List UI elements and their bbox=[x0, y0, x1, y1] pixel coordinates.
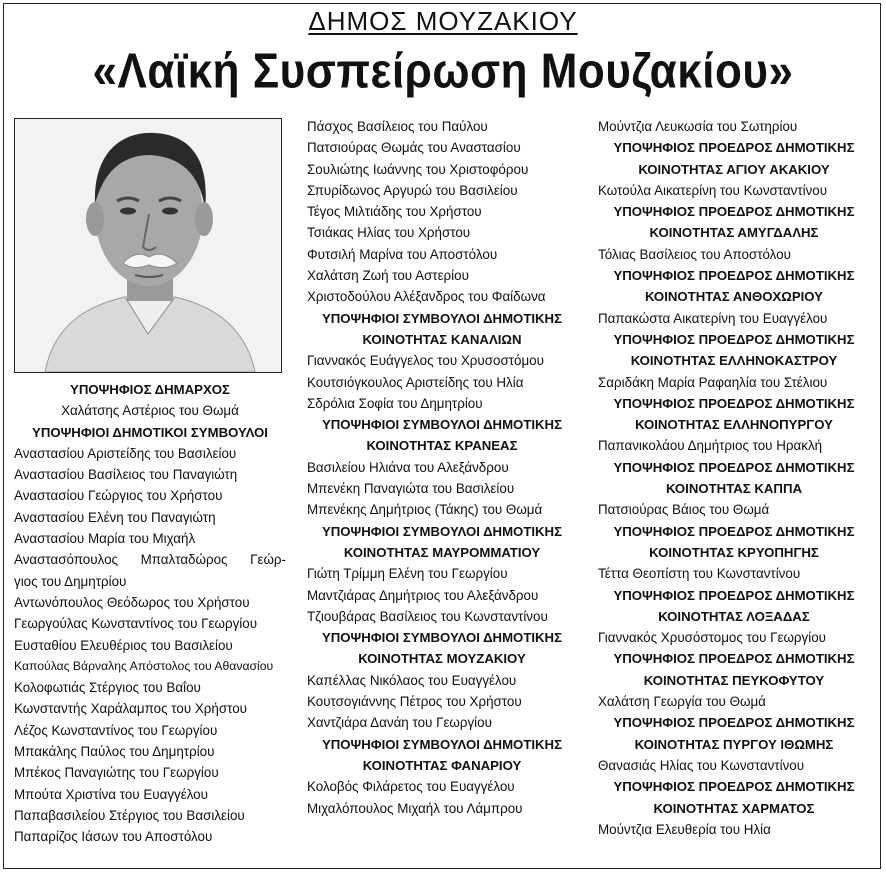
candidate-name: Σαριδάκη Μαρία Ραφαηλία του Στέλιου bbox=[598, 374, 828, 390]
section-heading: ΥΠΟΨΗΦΙΟΣ ΠΡΟΕΔΡΟΣ ΔΗΜΟΤΙΚΗΣ bbox=[613, 587, 855, 603]
candidate-name-cont: γιος του Δημητρίου bbox=[14, 573, 127, 589]
candidate-name: Μπέκος Παναγιώτης του Γεωργίου bbox=[14, 765, 219, 781]
candidate-name: Γιώτη Τρίμμη Ελένη του Γεωργίου bbox=[307, 566, 508, 582]
candidate-name: Κωνσταντής Χαράλαμπος του Χρήστου bbox=[14, 701, 248, 717]
section-heading: ΥΠΟΨΗΦΙΟΙ ΣΥΜΒΟΥΛΟΙ ΔΗΜΟΤΙΚΗΣ bbox=[321, 523, 562, 539]
section-heading: ΚΟΙΝΟΤΗΤΑΣ ΜΟΥΖΑΚΙΟΥ bbox=[358, 651, 526, 667]
candidate-name: Παπαρίζος Ιάσων του Αποστόλου bbox=[14, 829, 213, 845]
candidate-name: Καπέλλας Νικόλαος του Ευαγγέλου bbox=[307, 672, 517, 688]
candidate-name-split bbox=[14, 549, 286, 570]
candidate-name: Μπενέκη Παναγιώτα του Βασιλείου bbox=[307, 481, 515, 497]
candidate-name: Ευσταθίου Ελευθέριος του Βασιλείου bbox=[14, 637, 233, 653]
section-heading: ΥΠΟΨΗΦΙΟΣ ΠΡΟΕΔΡΟΣ ΔΗΜΟΤΙΚΗΣ bbox=[613, 779, 855, 795]
candidate-name: Χαλάτση Ζωή του Αστερίου bbox=[307, 268, 469, 284]
candidate-name: Λέζος Κωνσταντίνος του Γεωργίου bbox=[14, 722, 218, 738]
candidate-name: Κολοφωτιάς Στέργιος του Βαΐου bbox=[14, 680, 201, 696]
candidate-name: Πατσιούρας Θωμάς του Αναστασίου bbox=[307, 140, 521, 156]
candidate-name: Παπανικολάου Δημήτριος του Ηρακλή bbox=[598, 438, 823, 454]
candidate-name: Μπενέκης Δημήτριος (Τάκης) του Θωμά bbox=[307, 502, 543, 518]
candidate-name: Μαντζιάρας Δημήτριος του Αλεξάνδρου bbox=[307, 587, 539, 603]
section-heading: ΥΠΟΨΗΦΙΟΣ ΠΡΟΕΔΡΟΣ ΔΗΜΟΤΙΚΗΣ bbox=[613, 204, 855, 220]
section-heading: ΚΟΙΝΟΤΗΤΑΣ ΠΕΥΚΟΦΥΤΟΥ bbox=[643, 672, 825, 688]
candidate-name: Αντωνόπουλος Θεόδωρος του Χρήστου bbox=[14, 594, 250, 610]
section-heading: ΚΟΙΝΟΤΗΤΑΣ ΛΟΞΑΔΑΣ bbox=[658, 608, 810, 624]
candidate-name: Πάσχος Βασίλειος του Παύλου bbox=[307, 119, 488, 134]
mayor-name: Χαλάτσης Αστέριος του Θωμά bbox=[61, 403, 239, 419]
section-heading: ΚΟΙΝΟΤΗΤΑΣ ΦΑΝΑΡΙΟΥ bbox=[362, 757, 522, 773]
section-heading: ΚΟΙΝΟΤΗΤΑΣ ΑΜΥΓΔΑΛΗΣ bbox=[649, 225, 819, 241]
candidate-name: Αναστασίου Μαρία του Μιχαήλ bbox=[14, 531, 196, 547]
section-heading: ΚΟΙΝΟΤΗΤΑΣ ΚΑΠΠΑ bbox=[666, 481, 802, 497]
candidate-name: Βασιλείου Ηλιάνα του Αλεξάνδρου bbox=[307, 459, 509, 475]
candidate-name: Χαλάτση Γεωργία του Θωμά bbox=[598, 694, 766, 710]
section-heading: ΚΟΙΝΟΤΗΤΑΣ ΠΥΡΓΟΥ ΙΘΩΜΗΣ bbox=[634, 736, 834, 752]
section-heading: ΥΠΟΨΗΦΙΟΣ ΠΡΟΕΔΡΟΣ ΔΗΜΟΤΙΚΗΣ bbox=[613, 331, 855, 347]
candidate-name: Χαντζιάρα Δανάη του Γεωργίου bbox=[307, 715, 492, 731]
section-heading: ΥΠΟΨΗΦΙΟΣ ΠΡΟΕΔΡΟΣ ΔΗΜΟΤΙΚΗΣ bbox=[613, 140, 855, 156]
candidate-name: Αναστασίου Γεώργιος του Χρήστου bbox=[14, 488, 223, 504]
councillors-heading: ΥΠΟΨΗΦΙΟΙ ΔΗΜΟΤΙΚΟΙ ΣΥΜΒΟΥΛΟΙ bbox=[32, 424, 268, 440]
candidate-name: Αναστασίου Βασίλειος του Παναγιώτη bbox=[14, 467, 238, 483]
candidate-name: Μιχαλόπουλος Μιχαήλ του Λάμπρου bbox=[307, 800, 523, 816]
candidate-name: Τέττα Θεοπίστη του Κωνσταντίνου bbox=[598, 566, 801, 582]
candidate-name: Γιαννακός Ευάγγελος του Χρυσοστόμου bbox=[307, 353, 544, 369]
candidate-name: Σδρόλια Σοφία του Δημητρίου bbox=[307, 395, 483, 411]
candidate-name: Κολοβός Φιλάρετος του Ευαγγέλου bbox=[307, 779, 515, 795]
candidate-name: Γεωργούλας Κωνσταντίνος του Γεωργίου bbox=[14, 616, 258, 632]
section-heading: ΚΟΙΝΟΤΗΤΑΣ ΧΑΡΜΑΤΟΣ bbox=[653, 800, 815, 816]
split-part: Αναστασόπουλος bbox=[14, 552, 118, 568]
candidate-name: Αναστασίου Ελένη του Παναγιώτη bbox=[14, 509, 216, 525]
candidate-name: Σπυρίδωνος Αργυρώ του Βασιλείου bbox=[307, 182, 518, 198]
split-part: Γεώρ- bbox=[250, 552, 286, 568]
candidate-name: Κουτσιόγκουλος Αριστείδης του Ηλία bbox=[307, 374, 524, 390]
candidate-name: Φυτσιλή Μαρίνα του Αποστόλου bbox=[307, 246, 498, 262]
section-heading: ΚΟΙΝΟΤΗΤΑΣ ΕΛΛΗΝΟΚΑΣΤΡΟΥ bbox=[630, 353, 838, 369]
party-title: «Λαϊκή Συσπείρωση Μουζακίου» bbox=[92, 44, 794, 99]
candidate-name: Σουλιώτης Ιωάννης του Χριστοφόρου bbox=[307, 161, 529, 177]
candidate-name: Μπούτα Χριστίνα του Ευαγγέλου bbox=[14, 786, 208, 802]
candidate-name: Καπούλας Βάρναλης Απόστολος του Αθανασίου bbox=[14, 658, 274, 673]
candidate-name: Τζιουβάρας Βασίλειος του Κωνσταντίνου bbox=[307, 608, 548, 624]
section-heading: ΚΟΙΝΟΤΗΤΑΣ ΕΛΛΗΝΟΠΥΡΓΟΥ bbox=[635, 417, 833, 433]
section-heading: ΥΠΟΨΗΦΙΟΣ ΠΡΟΕΔΡΟΣ ΔΗΜΟΤΙΚΗΣ bbox=[613, 651, 855, 667]
candidate-name: Χριστοδούλου Αλέξανδρος του Φαίδωνα bbox=[307, 289, 546, 305]
municipality-title: ΔΗΜΟΣ ΜΟΥΖΑΚΙΟΥ bbox=[308, 6, 578, 36]
section-heading: ΚΟΙΝΟΤΗΤΑΣ ΚΑΝΑΛΙΩΝ bbox=[362, 331, 522, 347]
candidate-name: Κουτσογιάννης Πέτρος του Χρήστου bbox=[307, 694, 522, 710]
candidate-name: Αναστασίου Αριστείδης του Βασιλείου bbox=[14, 445, 237, 461]
column-1 bbox=[14, 118, 286, 848]
section-heading: ΥΠΟΨΗΦΙΟΙ ΣΥΜΒΟΥΛΟΙ ΔΗΜΟΤΙΚΗΣ bbox=[321, 310, 562, 326]
candidate-name: Κωτούλα Αικατερίνη του Κωνσταντίνου bbox=[598, 182, 828, 198]
section-heading: ΥΠΟΨΗΦΙΟΣ ΠΡΟΕΔΡΟΣ ΔΗΜΟΤΙΚΗΣ bbox=[613, 395, 855, 411]
section-heading: ΚΟΙΝΟΤΗΤΑΣ ΑΓΙΟΥ ΑΚΑΚΙΟΥ bbox=[638, 161, 830, 177]
section-heading: ΚΟΙΝΟΤΗΤΑΣ ΑΝΘΟΧΩΡΙΟΥ bbox=[645, 289, 823, 305]
section-heading: ΚΟΙΝΟΤΗΤΑΣ ΚΡΥΟΠΗΓΗΣ bbox=[649, 544, 819, 560]
candidate-name: Τσιάκας Ηλίας του Χρήστου bbox=[307, 225, 471, 241]
mayor-heading: ΥΠΟΨΗΦΙΟΣ ΔΗΜΑΡΧΟΣ bbox=[70, 382, 230, 397]
candidate-name: Παπακώστα Αικατερίνη του Ευαγγέλου bbox=[598, 310, 828, 326]
section-heading: ΥΠΟΨΗΦΙΟΙ ΣΥΜΒΟΥΛΟΙ ΔΗΜΟΤΙΚΗΣ bbox=[321, 417, 562, 433]
section-heading: ΚΟΙΝΟΤΗΤΑΣ ΜΑΥΡΟΜΜΑΤΙΟΥ bbox=[343, 544, 541, 560]
section-heading: ΥΠΟΨΗΦΙΟΣ ΠΡΟΕΔΡΟΣ ΔΗΜΟΤΙΚΗΣ bbox=[613, 715, 855, 731]
candidate-name: Μούντζια Λευκωσία του Σωτηρίου bbox=[598, 119, 798, 134]
section-heading: ΥΠΟΨΗΦΙΟΙ ΣΥΜΒΟΥΛΟΙ ΔΗΜΟΤΙΚΗΣ bbox=[321, 630, 562, 646]
column-2 bbox=[307, 116, 577, 819]
candidate-photo bbox=[14, 118, 282, 373]
candidate-name: Θανασιάς Ηλίας του Κωνσταντίνου bbox=[598, 757, 805, 773]
column-3 bbox=[598, 116, 870, 840]
split-part: Μπαλταδώρος bbox=[140, 552, 228, 568]
candidate-name: Μούντζια Ελευθερία του Ηλία bbox=[598, 821, 771, 837]
candidate-name: Πατσιούρας Βάιος του Θωμά bbox=[598, 502, 770, 518]
candidate-name: Γιαννακός Χρυσόστομος του Γεωργίου bbox=[598, 630, 826, 646]
section-heading: ΥΠΟΨΗΦΙΟΣ ΠΡΟΕΔΡΟΣ ΔΗΜΟΤΙΚΗΣ bbox=[613, 268, 855, 284]
section-heading: ΚΟΙΝΟΤΗΤΑΣ ΚΡΑΝΕΑΣ bbox=[366, 438, 518, 454]
section-heading: ΥΠΟΨΗΦΙΟΙ ΣΥΜΒΟΥΛΟΙ ΔΗΜΟΤΙΚΗΣ bbox=[321, 736, 562, 752]
candidate-name: Μπακάλης Παύλος του Δημητρίου bbox=[14, 744, 215, 760]
candidate-name: Τέγος Μιλτιάδης του Χρήστου bbox=[307, 204, 482, 220]
candidate-name: Παπαβασιλείου Στέργιος του Βασιλείου bbox=[14, 807, 245, 823]
section-heading: ΥΠΟΨΗΦΙΟΣ ΠΡΟΕΔΡΟΣ ΔΗΜΟΤΙΚΗΣ bbox=[613, 523, 855, 539]
section-heading: ΥΠΟΨΗΦΙΟΣ ΠΡΟΕΔΡΟΣ ΔΗΜΟΤΙΚΗΣ bbox=[613, 459, 855, 475]
candidate-name: Τόλιας Βασίλειος του Αποστόλου bbox=[598, 246, 791, 262]
